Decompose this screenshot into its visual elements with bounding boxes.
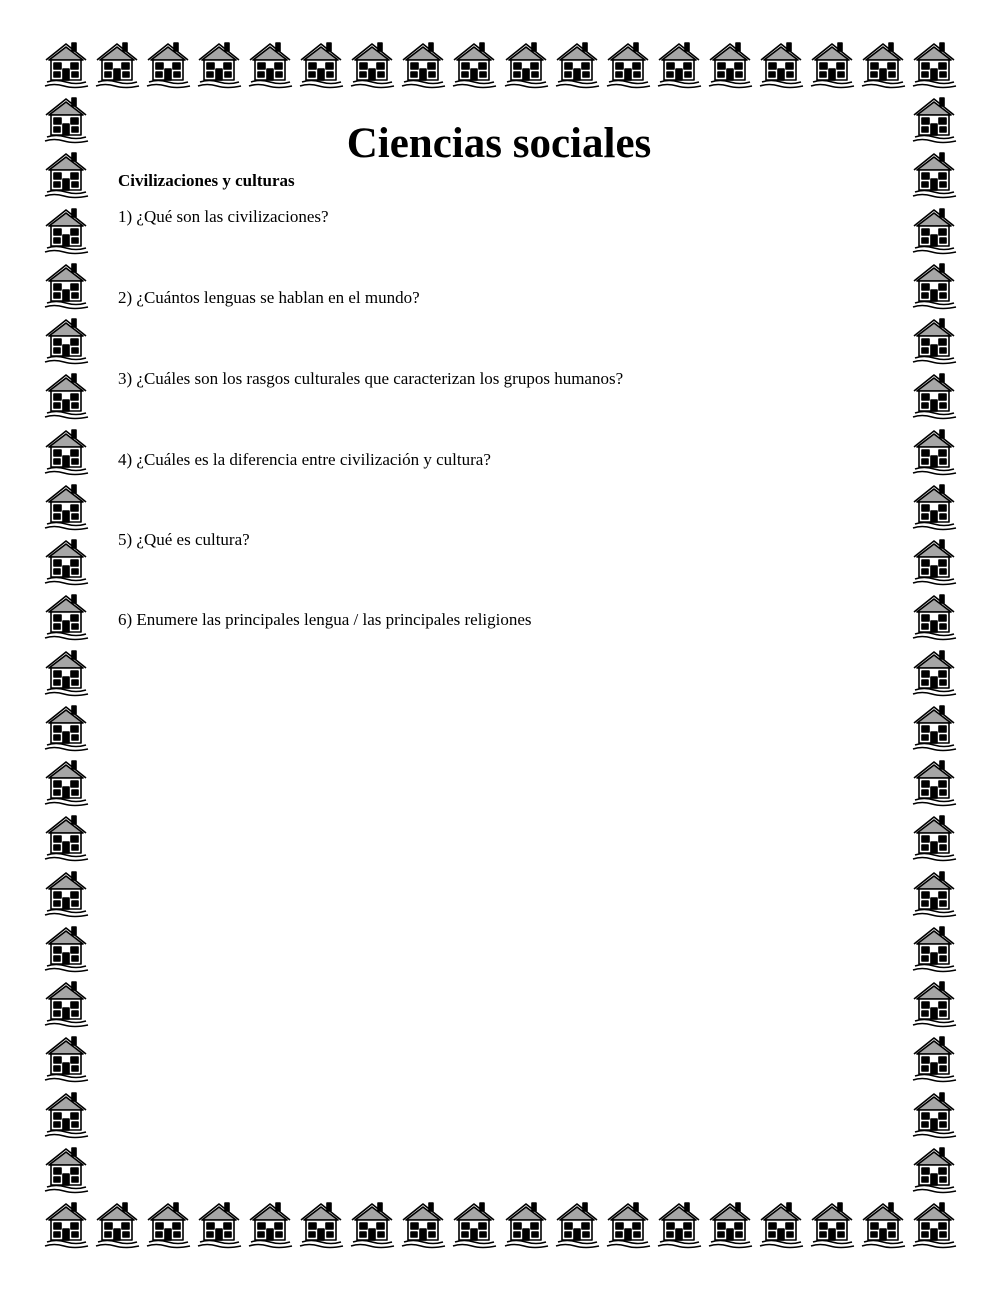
house-icon [42,811,90,863]
house-icon [910,701,958,753]
house-icon [246,1198,294,1250]
house-icon [910,1032,958,1084]
house-icon [910,535,958,587]
page-title: Ciencias sociales [346,120,652,167]
house-icon [42,867,90,919]
house-icon [297,38,345,90]
house-icon [910,369,958,421]
house-icon [42,204,90,256]
house-icon [655,38,703,90]
house-icon [42,977,90,1029]
house-icon [808,1198,856,1250]
question-2: 2) ¿Cuántos lenguas se hablan en el mundo? [118,288,420,307]
worksheet-content [118,118,898,629]
house-icon [42,1143,90,1195]
house-icon [42,701,90,753]
section-subtitle: Civilizaciones y culturas [118,171,295,190]
house-icon [910,38,958,90]
question-6: 6) Enumere las principales lengua / las principales religiones [118,610,532,629]
house-icon [42,93,90,145]
house-icon [910,148,958,200]
house-icon [144,1198,192,1250]
question-4: 4) ¿Cuáles es la diferencia entre civilización y cultura? [118,450,491,469]
house-icon [195,38,243,90]
house-icon [910,977,958,1029]
question-3: 3) ¿Cuáles son los rasgos culturales que caracterizan los grupos humanos? [118,369,624,388]
house-icon [757,1198,805,1250]
house-icon [910,922,958,974]
house-icon [910,811,958,863]
house-icon [910,1198,958,1250]
house-icon [910,756,958,808]
house-icon [553,1198,601,1250]
house-icon [42,1032,90,1084]
house-icon [910,1088,958,1140]
house-icon [910,204,958,256]
house-icon [93,1198,141,1250]
house-icon [297,1198,345,1250]
house-icon [42,314,90,366]
house-icon [42,259,90,311]
house-icon [450,38,498,90]
house-icon [757,38,805,90]
house-icon [399,38,447,90]
house-icon [246,38,294,90]
house-icon [42,922,90,974]
house-icon [553,38,601,90]
house-icon [910,259,958,311]
house-icon [42,38,90,90]
house-icon [42,646,90,698]
house-icon [42,480,90,532]
house-icon [42,590,90,642]
house-icon [144,38,192,90]
house-icon [42,535,90,587]
house-icon [93,38,141,90]
house-icon [910,1143,958,1195]
house-icon [910,646,958,698]
house-icon [604,1198,652,1250]
house-icon [42,425,90,477]
house-icon [859,1198,907,1250]
house-icon [910,314,958,366]
question-1: 1) ¿Qué son las civilizaciones? [118,207,329,226]
house-icon [859,38,907,90]
house-icon [706,38,754,90]
house-icon [195,1198,243,1250]
house-icon [910,425,958,477]
house-icon [910,590,958,642]
house-icon [706,1198,754,1250]
house-icon [502,38,550,90]
house-icon [655,1198,703,1250]
house-icon [42,756,90,808]
house-icon [808,38,856,90]
house-icon [42,1198,90,1250]
house-icon [42,148,90,200]
question-5: 5) ¿Qué es cultura? [118,530,250,549]
house-icon [502,1198,550,1250]
house-icon [348,1198,396,1250]
house-icon [910,867,958,919]
house-icon [604,38,652,90]
house-icon [42,1088,90,1140]
house-icon [348,38,396,90]
house-icon [399,1198,447,1250]
house-icon [450,1198,498,1250]
house-icon [42,369,90,421]
house-icon [910,480,958,532]
house-icon [910,93,958,145]
